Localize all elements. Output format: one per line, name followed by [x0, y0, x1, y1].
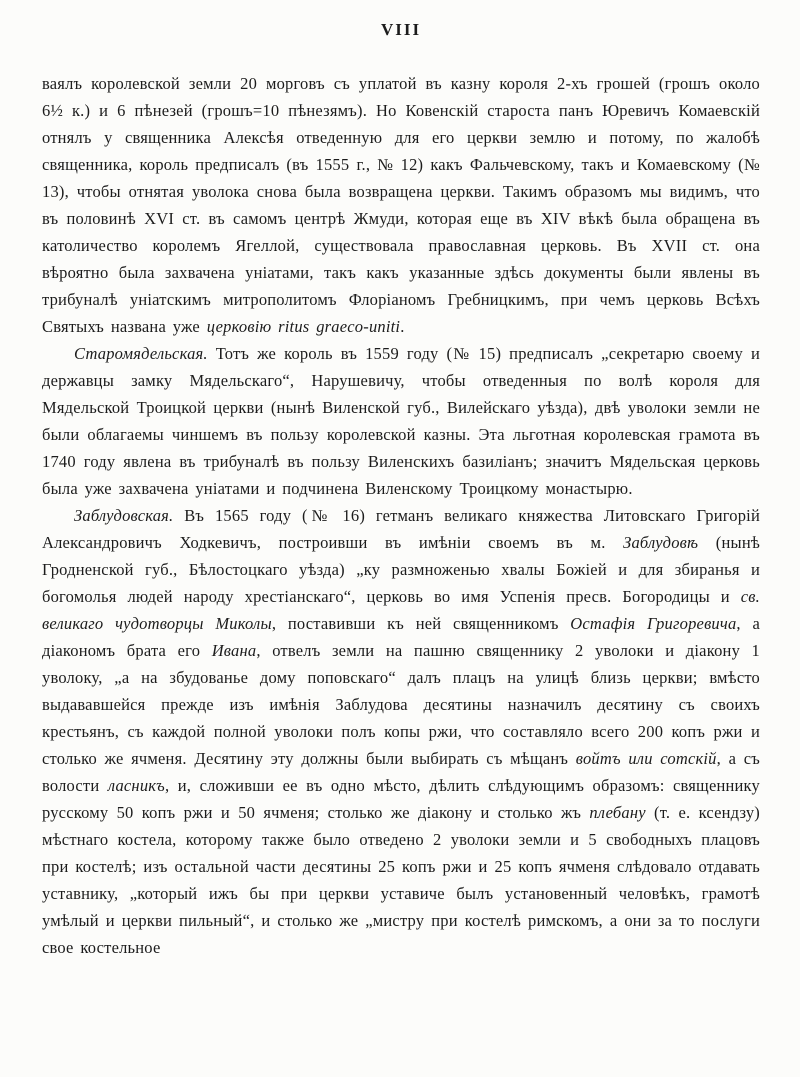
paragraph-zabludovskaya: [42, 502, 760, 961]
italic-text-run: Заблудовѣ: [623, 533, 699, 552]
text-run: , поставивши къ ней священникомъ: [271, 614, 571, 633]
paragraph-continuation: [42, 70, 760, 340]
italic-text-run: Заблудовская.: [74, 506, 174, 525]
italic-text-run: Ивана: [211, 641, 257, 660]
italic-text-run: св. великаго чудотворцы Миколы: [42, 587, 760, 633]
italic-text-run: церковію ritus graeco-uniti: [206, 317, 401, 336]
text-run: Тотъ же король въ 1559 году (№ 15) предписалъ „секретарю своему и державцы замку Мядельскаго“, Нарушевичу, чтобы отведенныя по волѣ короля для Мядельской Троицкой церкви (нынѣ Виленской губ., Вилейскаго уѣзда), двѣ уволоки земли не были облагаемы чиншемъ въ пользу королевской казны. Эта льготная королевская грамота въ 1740 году явлена въ трибуналѣ въ пользу Виленскихъ базиліанъ; значитъ Мядельская церковь была уже захвачена уніатами и подчинена Виленскому Троицкому монастырю.: [42, 344, 760, 498]
text-run: Въ 1565 году (№ 16) гетманъ великаго княжества Литовскаго Григорій Александровичъ Ходкевичъ, построивши въ имѣніи своемъ въ м.: [42, 506, 760, 552]
italic-text-run: Старомядельская.: [74, 344, 208, 363]
text-run: .: [400, 317, 405, 336]
text-run: ваялъ королевской земли 20 морговъ съ уплатой въ казну короля 2-хъ грошей (грошъ около 6½ к.) и 6 пѣнезей (грошъ=10 пѣнезямъ). Но Ковенскій староста панъ Юревичъ Комаевскій отнялъ у священника Алексѣя отведенную для его церкви землю и потому, по жалобѣ священника, король предписалъ (въ 1555 г., № 12) какъ Фальчевскому, такъ и Комаевскому (№ 13), чтобы отнятая уволока снова была возвращена церкви. Такимъ образомъ мы видимъ, что въ половинѣ XVI ст. въ самомъ центрѣ Жмуди, которая еще въ XIV вѣкѣ была обращена въ католичество королемъ Ягеллой, существовала православная церковь. Въ XVII ст. она вѣроятно была захвачена уніатами, такъ какъ указанные здѣсь документы были явлены въ трибуналѣ уніатскимъ митрополитомъ Флоріаномъ Гребницкимъ, при чемъ церковь Всѣхъ Святыхъ названа уже: [42, 74, 760, 336]
page-number: VIII: [380, 20, 422, 39]
italic-text-run: ласникъ: [107, 776, 165, 795]
italic-text-run: войтъ или сотскій: [575, 749, 717, 768]
italic-text-run: плебану: [589, 803, 646, 822]
text-run: , а діакономъ брата его: [42, 614, 760, 660]
page-body: [42, 70, 760, 961]
text-run: , а съ волости: [42, 749, 760, 795]
text-run: (т. е. ксендзу) мѣстнаго костела, которому также было отведено 2 уволоки земли и 5 свободныхъ плацовъ при костелѣ; изъ остальной части десятины 25 копъ ржи и 25 копъ ячменя слѣдовало отдавать уставнику, „который ижъ бы при церкви уставиче былъ установенный человѣкъ, грамотѣ умѣлый и церкви пильный“, и столько же „мистру при костелѣ римскомъ, а они за то послуги свое костельное: [42, 803, 760, 957]
text-run: (нынѣ Гродненской губ., Бѣлостоцкаго уѣзда) „ку размноженью хвалы Божіей и для збиранья и богомолья людей народу хрестіанскаго“, церковь во имя Успенія пресв. Богородицы и: [42, 533, 761, 606]
italic-text-run: Остафія Григоревича: [570, 614, 737, 633]
paragraph-staromyadelskaya: [42, 340, 760, 502]
text-run: , отвелъ земли на пашню священнику 2 уволоки и діакону 1 уволоку, „а на збудованье дому поповскаго“ далъ плацъ на улицѣ близь церкви; вмѣсто выдававшейся прежде изъ имѣнія Заблудова десятины назначилъ десятину съ своихъ крестьянъ, съ каждой полной уволоки полъ копы ржи, что составляло всего 200 копъ ржи и столько же ячменя. Десятину эту должны были выбирать съ мѣщанъ: [42, 641, 760, 768]
text-run: , и, сложивши ее въ одно мѣсто, дѣлить слѣдующимъ образомъ: священнику русскому 50 копъ ржи и 50 ячменя; столько же діакону и столько жъ: [42, 776, 760, 822]
